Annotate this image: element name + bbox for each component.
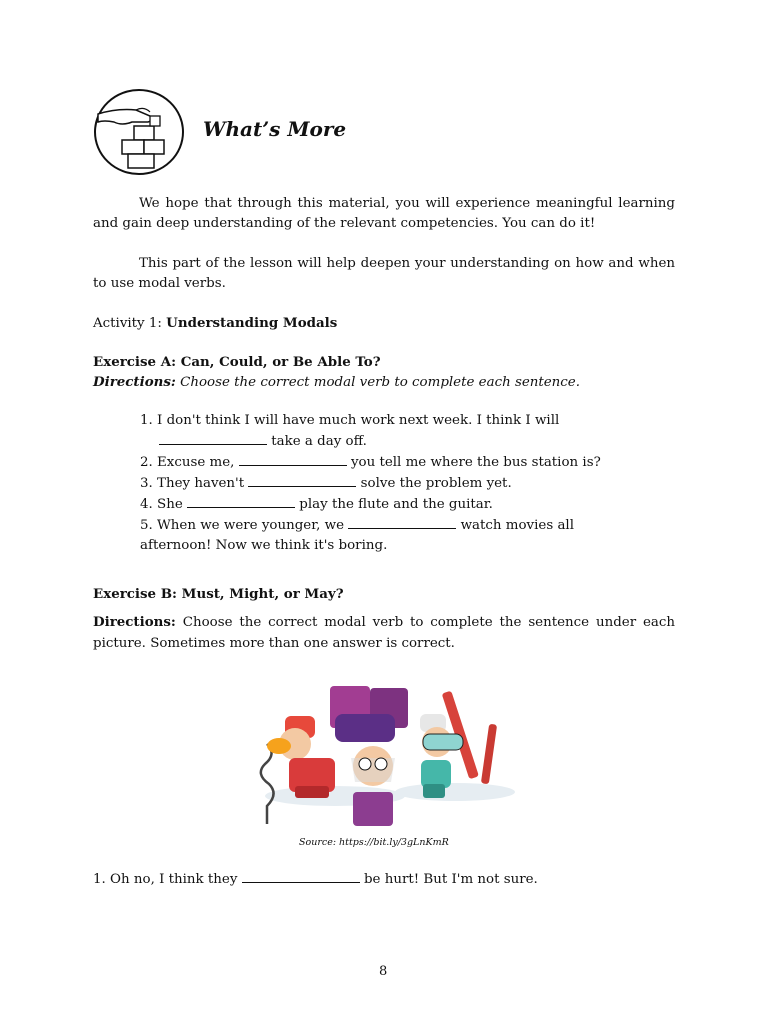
answer-blank[interactable]: [159, 431, 267, 445]
intro-paragraph-2: [93, 254, 675, 294]
exercise-b-item-1: 1. Oh no, I think they be hurt! But I'm not sure.: [93, 869, 538, 890]
directions-text: Choose the correct modal verb to complete each sentence.: [180, 375, 580, 390]
cartoon-illustration: [255, 684, 525, 834]
image-source-caption: Source: https://bit.ly/3gLnKmR: [299, 837, 449, 848]
exercise-a-directions: [93, 372, 580, 393]
activity-heading: [93, 313, 337, 334]
answer-blank[interactable]: [248, 473, 356, 487]
exercise-b-title: Exercise B: Must, Might, or May?: [93, 586, 344, 602]
answer-blank[interactable]: [187, 494, 295, 508]
directions-text: Choose the correct modal verb to complete the sentence under each picture. Sometimes more than one answer is correct.: [93, 615, 675, 651]
answer-blank[interactable]: [239, 452, 347, 466]
exercise-a-title: Exercise A: Can, Could, or Be Able To?: [93, 354, 381, 370]
directions-label: Directions:: [93, 614, 176, 630]
directions-label: Directions:: [93, 374, 176, 390]
intro-text-2: This part of the lesson will help deepen your understanding on how and when to use modal verbs.: [93, 256, 675, 291]
page-number: 8: [379, 964, 388, 979]
answer-blank[interactable]: [242, 869, 360, 883]
intro-paragraph-1: [93, 194, 675, 234]
exercise-b-directions: [93, 612, 675, 654]
list-item: 5. When we were younger, we watch movies all: [140, 515, 680, 536]
list-item: 1. I don't think I will have much work next week. I think I will: [140, 413, 560, 428]
list-item-continuation: afternoon! Now we think it's boring.: [140, 538, 388, 553]
list-item: 2. Excuse me, you tell me where the bus station is?: [140, 452, 680, 473]
intro-text-1: We hope that through this material, you will experience meaningful learning and gain deep understanding of the relevant competencies. You can do it!: [93, 196, 675, 231]
list-item: 3. They haven't solve the problem yet.: [140, 473, 680, 494]
section-icon: [92, 88, 186, 176]
answer-blank[interactable]: [348, 515, 456, 529]
list-item: 4. She play the flute and the guitar.: [140, 494, 680, 515]
activity-prefix: Activity 1:: [93, 316, 167, 331]
activity-title: Understanding Modals: [166, 315, 338, 331]
section-title: What’s More: [203, 117, 347, 141]
exercise-a-list: [140, 411, 680, 556]
list-item-continuation: take a day off.: [140, 431, 680, 452]
